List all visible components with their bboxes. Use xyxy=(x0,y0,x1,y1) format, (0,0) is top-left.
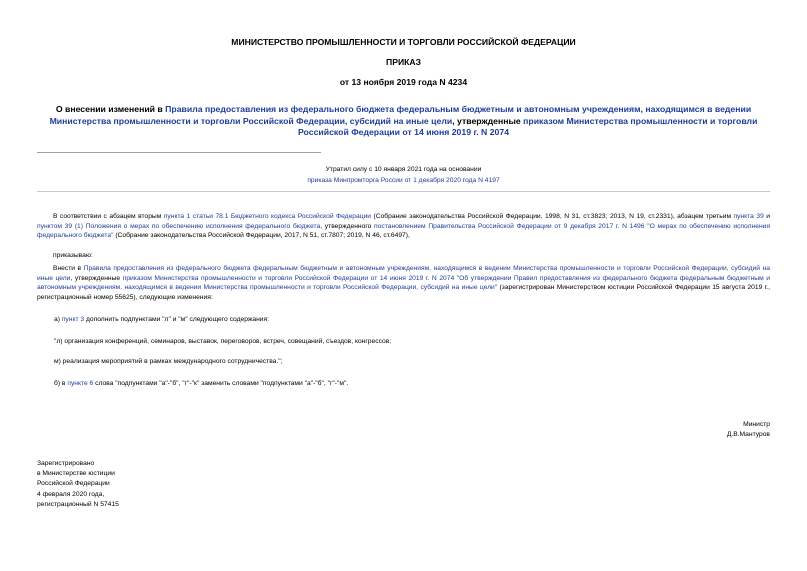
doc-type-heading: ПРИКАЗ xyxy=(386,57,421,67)
item-a xyxy=(54,315,269,324)
signature-block xyxy=(727,420,770,440)
resolution-1496-link[interactable]: постановлением Правительства Российской Федерации от 9 декабря 2017 г. N 1496 "О мерах по обеспечению исполнения федерального бюджета" xyxy=(37,222,770,240)
preamble-text: В соответствии с абзацем вторым xyxy=(53,213,164,220)
registration-block xyxy=(37,459,119,510)
item-39-1-link[interactable]: пунктом 39 (1) Положения о мерах по обеспечению исполнения федерального бюджета xyxy=(37,222,321,230)
registration-line: Российской Федерации xyxy=(37,480,110,488)
divider-short xyxy=(37,152,321,153)
registration-line: Зарегистрировано xyxy=(37,460,95,467)
preamble-text: и xyxy=(763,213,770,220)
validity-link[interactable]: приказа Минпромторга России от 1 декабря 2020 года N 4197 xyxy=(307,177,500,184)
registration-line: 4 февраля 2020 года, xyxy=(37,490,105,498)
main-text: Внести в xyxy=(53,265,84,272)
item-b xyxy=(54,379,348,388)
order-2074-link[interactable]: приказом Министерства промышленности и торговли Российской Федерации от 14 июня 2019 г. N 2074 "Об утверждении Правил предоставления из федерального бюджета федеральным бюджетным и автономным учреждениям, находящимся в ведении Министерства промышленности и торговли Российской Федерации, субсидий на иные цели" xyxy=(37,274,770,292)
item-b-text: б) в xyxy=(54,380,68,387)
item-m: м) реализация мероприятий в рамках международного сотрудничества."; xyxy=(54,358,283,365)
validity-note xyxy=(37,164,770,186)
item-39-link[interactable]: пункта 39 xyxy=(733,213,764,220)
validity-line: Утратил силу с 10 января 2021 года на основании xyxy=(325,166,482,173)
registration-line: в Министерстве юстиции xyxy=(37,470,115,478)
registration-line: регистрационный N 57415 xyxy=(37,500,119,508)
title-middle: , утвержденные xyxy=(452,115,524,126)
item-b-text: слова "подпунктами "а"-"б", "г"-"к" заменить словами "подпунктами "а"-"б", "г"-"м". xyxy=(93,380,349,387)
item-a-text: а) xyxy=(54,316,62,323)
item-6-link[interactable]: пункте 6 xyxy=(67,380,94,387)
title-prefix: О внесении изменений в xyxy=(55,104,166,114)
preamble-text: , утвержденного xyxy=(320,222,375,230)
item-l: "л) организация конференций, семинаров, выставок, переговоров, встреч, совещаний, съездов, конгрессов; xyxy=(54,338,392,345)
preamble-text: (Собрание законодательства Российской Федерации, 1998, N 31, ст.3823; 2013, N 19, ст.2331), абзацем третьим xyxy=(371,213,734,220)
preamble-text: (Собрание законодательства Российской Федерации, 2017, N 51, ст.7807; 2019, N 46, ст.6497), xyxy=(113,232,410,240)
order-word xyxy=(37,251,770,261)
signature-position: Министр xyxy=(743,421,770,428)
rules-link[interactable]: Правила предоставления из федерального бюджета федеральным бюджетным и автономным учреждениям, находящимся в ведении Министерства промышленности и торговли Российской Федерации, субсидий на иные цели xyxy=(37,265,770,282)
title-order-link[interactable]: приказом Министерства промышленности и торговли Российской Федерации от 14 июня 2019 г. N 2074 xyxy=(297,115,758,138)
budget-code-link[interactable]: пункта 1 статьи 78.1 Бюджетного кодекса Российской Федерации xyxy=(163,213,372,220)
item-3-link[interactable]: пункт 3 xyxy=(61,316,85,323)
order-word-text: приказываю: xyxy=(53,252,93,259)
document-title xyxy=(37,104,770,139)
signature-name: Д.В.Мантуров xyxy=(726,431,770,438)
divider-full xyxy=(37,191,770,192)
doc-date-number: от 13 ноября 2019 года N 4234 xyxy=(339,77,468,87)
main-text: (зарегистрирован Министерством юстиции Российской Федерации 15 августа 2019 г., регистрационный номер 55625), следующие изменения: xyxy=(37,284,770,301)
ministry-heading: МИНИСТЕРСТВО ПРОМЫШЛЕННОСТИ И ТОРГОВЛИ РОССИЙСКОЙ ФЕДЕРАЦИИ xyxy=(231,37,576,47)
main-paragraph xyxy=(37,264,770,302)
preamble-paragraph xyxy=(37,212,770,241)
item-a-text: дополнить подпунктами "л" и "м" следующего содержания: xyxy=(84,316,270,323)
main-text: , утвержденные xyxy=(70,274,123,282)
title-rules-link[interactable]: Правила предоставления из федерального бюджета федеральным бюджетным и автономным учреждениям, находящимся в ведении Министерства промышленности и торговли Российской Федерации, субсидий на иные цели xyxy=(49,104,752,126)
